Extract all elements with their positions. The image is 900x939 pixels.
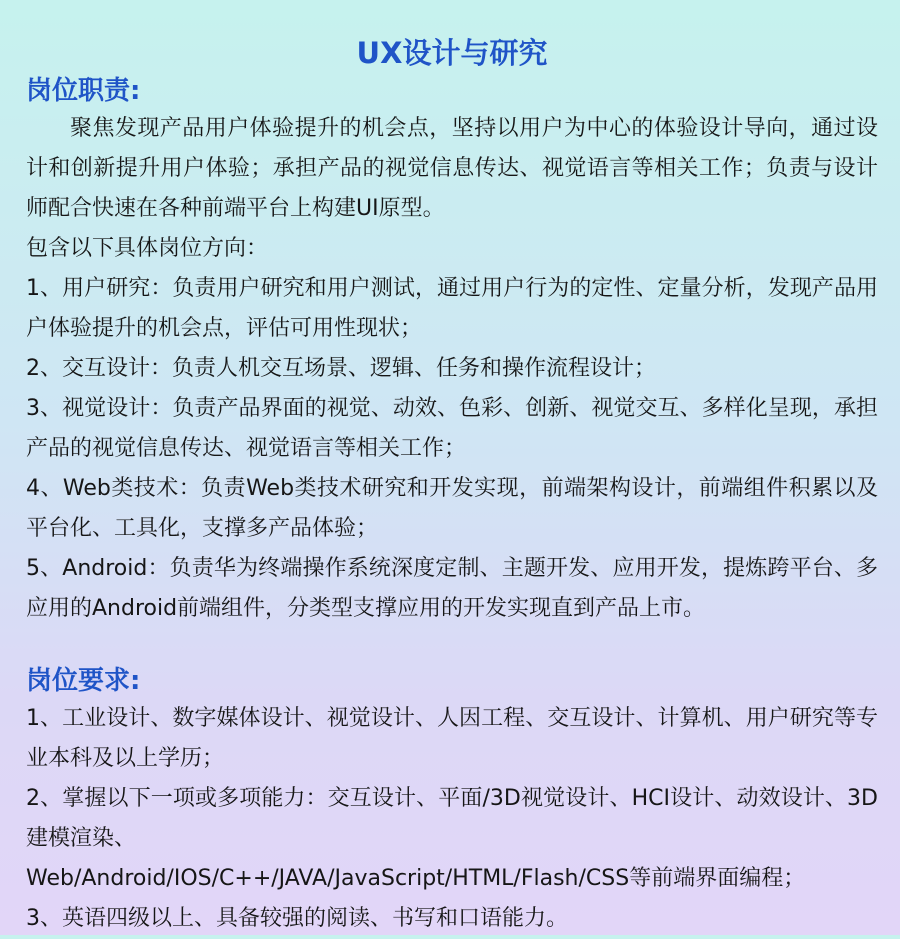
requirement-item-skills-languages: Web/Android/IOS/C++/JAVA/JavaScript/HTML/Flash/CSS等前端界面编程； [26,866,806,891]
requirement-item-english: 3、英语四级以上、具备较强的阅读、书写和口语能力。 [26,906,568,931]
duty-item-web-tech: 4、Web类技术：负责Web类技术研究和开发实现，前端架构设计，前端组件积累以及平台化、工具化，支撑多产品体验； [26,476,878,541]
requirement-item-education: 1、工业设计、数字媒体设计、视觉设计、人因工程、交互设计、计算机、用户研究等专业本科及以上学历； [26,706,878,771]
duties-intro: 聚焦发现产品用户体验提升的机会点，坚持以用户为中心的体验设计导向，通过设计和创新提升用户体验；承担产品的视觉信息传达、视觉语言等相关工作；负责与设计师配合快速在各种前端平台上构建UI原型。 [26,116,878,221]
duty-item-user-research: 1、用户研究：负责用户研究和用户测试，通过用户行为的定性、定量分析，发现产品用户体验提升的机会点，评估可用性现状； [26,276,878,341]
duties-subheading: 包含以下具体岗位方向： [26,236,269,261]
requirements-heading: 岗位要求: [26,666,141,696]
duties-heading: 岗位职责: [26,76,141,106]
job-description [26,0,878,939]
requirement-item-skills: 2、掌握以下一项或多项能力：交互设计、平面/3D视觉设计、HCI设计、动效设计、3D建模渲染、 [26,786,878,851]
duty-item-visual-design: 3、视觉设计：负责产品界面的视觉、动效、色彩、创新、视觉交互、多样化呈现，承担产品的视觉信息传达、视觉语言等相关工作； [26,396,878,461]
duty-item-android: 5、Android：负责华为终端操作系统深度定制、主题开发、应用开发，提炼跨平台、多应用的Android前端组件，分类型支撑应用的开发实现直到产品上市。 [26,556,878,621]
page-title: UX设计与研究 [356,36,548,70]
duty-item-interaction-design: 2、交互设计：负责人机交互场景、逻辑、任务和操作流程设计； [26,356,656,381]
